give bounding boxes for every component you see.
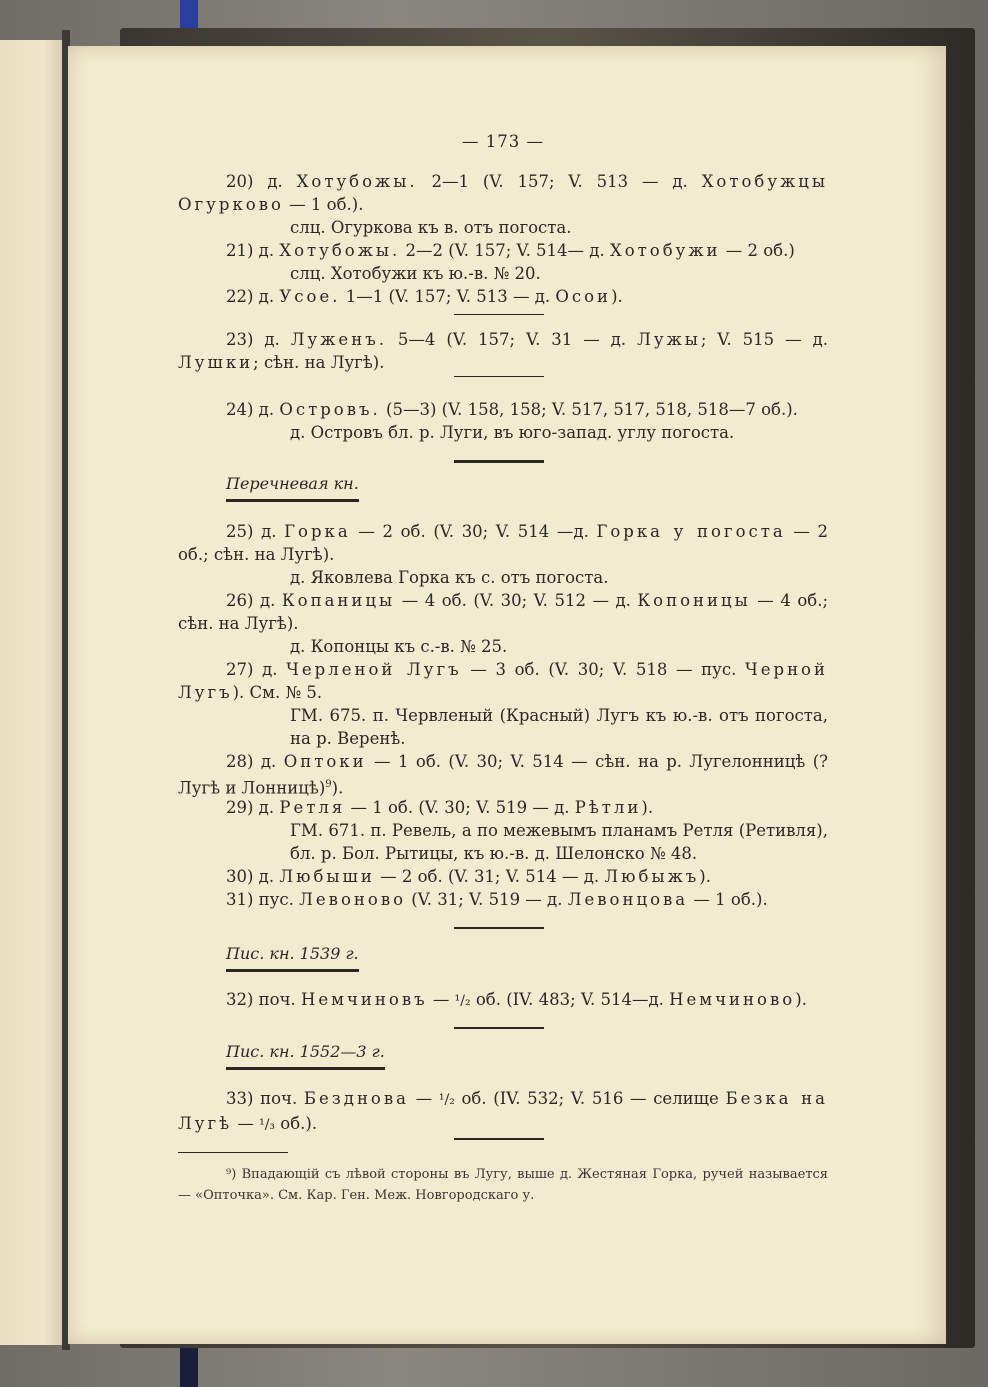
entry-text: — 2 об. (V. 30; V. 514 —д. xyxy=(350,522,597,541)
entry-text: ). xyxy=(641,798,654,817)
entry-variant: Черной Лугъ xyxy=(178,660,828,702)
entry-text: — 2 об.; сѣн. на Лугѣ). xyxy=(178,522,828,564)
entry-text: — 2 об. (V. 31; V. 514 — д. xyxy=(374,867,605,886)
entry-32 xyxy=(178,988,828,1013)
heading-underline xyxy=(226,969,359,972)
entry-variant: Любыжъ xyxy=(604,867,700,886)
entry-name: Горка xyxy=(284,522,351,541)
entry-name: Черленой Лугъ xyxy=(286,660,462,679)
entry-text: (5—3) (V. 158, 158; V. 517, 517, 518, 518—7 об.). xyxy=(380,400,798,419)
entry-text: об. (IV. 532; V. 516 — селище xyxy=(454,1089,726,1108)
entry-text: — 2 об.) xyxy=(720,241,795,260)
section-heading-text: Перечневая кн. xyxy=(226,474,359,493)
entry-text: — 4 об. (V. 30; V. 512 — д. xyxy=(395,591,638,610)
entry-text: ; V. 515 — д. xyxy=(700,330,828,349)
footnote: ⁹) Впадающій съ лѣвой стороны въ Лугу, выше д. Жестяная Горка, ручей называется — «Опточка». См. Кар. Ген. Меж. Новгородскаго у. xyxy=(178,1167,828,1203)
entry-text: — xyxy=(427,990,455,1009)
entry-name: Оптоки xyxy=(283,752,367,771)
entry-number: 32) поч. xyxy=(226,990,296,1009)
entry-text: ). xyxy=(795,990,807,1009)
entry-21 xyxy=(178,239,828,262)
section-heading xyxy=(226,942,359,972)
fraction: ¹/₃ xyxy=(259,1117,276,1133)
entry-text: об.). xyxy=(275,1114,318,1133)
entry-text: — xyxy=(232,1114,260,1133)
entry-text: — 4 об.; сѣн. на Лугѣ). xyxy=(178,591,829,633)
entry-variant: Копоницы xyxy=(637,591,751,610)
page xyxy=(68,46,946,1344)
entry-number: 30) д. xyxy=(226,867,275,886)
separator xyxy=(454,314,544,315)
entry-variant: Левонцова xyxy=(567,890,689,909)
entry-number: 23) д. xyxy=(226,330,280,349)
entry-number: 27) д. xyxy=(226,660,278,679)
footnote-rule xyxy=(178,1152,288,1153)
entry-27 xyxy=(178,658,828,704)
entry-number: 26) д. xyxy=(226,591,276,610)
entry-name: Усое. xyxy=(279,287,341,306)
entry-name: Немчиновъ xyxy=(301,990,428,1009)
fraction: ¹/₂ xyxy=(438,1092,455,1108)
entry-name: Хотубожы. xyxy=(279,241,401,260)
entry-29-note: ГМ. 671. п. Ревель, а по межевымъ планамъ Ретля (Ретивля), бл. р. Бол. Рытицы, къ ю.-в. д. Шелонско № 48. xyxy=(290,821,828,863)
entry-number: 28) д. xyxy=(226,752,277,771)
entry-name: Копаницы xyxy=(281,591,396,610)
entry-variant: Хотобужи xyxy=(609,241,721,260)
book-edge-bottom xyxy=(180,1345,198,1387)
entry-variant: Немчиново xyxy=(669,990,796,1009)
entry-number: 20) д. xyxy=(226,172,283,191)
entry-31 xyxy=(178,888,828,911)
entry-text: — 1 об.). xyxy=(283,195,364,214)
entry-23 xyxy=(178,328,828,374)
entry-name: Островъ. xyxy=(279,400,381,419)
entry-name: Ретля xyxy=(279,798,346,817)
entry-text: 1—1 (V. 157; V. 513 — д. xyxy=(340,287,556,306)
separator xyxy=(454,460,544,463)
entry-28 xyxy=(178,750,828,800)
entry-number: 29) д. xyxy=(226,798,275,817)
entry-21-note: слц. Хотобужи къ ю.-в. № 20. xyxy=(290,264,541,283)
entry-number: 33) поч. xyxy=(226,1089,298,1108)
left-page xyxy=(0,40,64,1345)
entry-name: Безднова xyxy=(303,1089,409,1108)
entry-26 xyxy=(178,589,828,635)
heading-underline xyxy=(226,499,359,502)
heading-underline xyxy=(226,1067,385,1070)
entry-24-note: д. Островъ бл. р. Луги, въ юго-запад. углу погоста. xyxy=(290,423,735,442)
entry-number: 24) д. xyxy=(226,400,275,419)
entry-variant: Безка на Лугѣ xyxy=(178,1089,829,1133)
entry-30 xyxy=(178,865,828,888)
entry-text: ). См. № 5. xyxy=(232,683,323,702)
entry-24 xyxy=(178,398,828,421)
entry-variant: Горка у погоста xyxy=(596,522,786,541)
entry-variant: Хотобужцы Огурково xyxy=(178,172,828,214)
entry-text: ). xyxy=(611,287,623,306)
entry-27-note: ГМ. 675. п. Червленый (Красный) Лугъ къ ю.-в. отъ погоста, на р. Веренѣ. xyxy=(290,706,828,748)
entry-29 xyxy=(178,796,828,819)
separator xyxy=(454,1027,544,1029)
entry-33 xyxy=(178,1087,828,1137)
entry-text: — xyxy=(409,1089,439,1108)
page-number: — 173 — xyxy=(462,132,544,151)
entry-variant: Лушки xyxy=(178,353,254,372)
entry-22 xyxy=(178,285,828,308)
entry-text: 5—4 (V. 157; V. 31 — д. xyxy=(386,330,638,349)
entry-text: 2—1 (V. 157; V. 513 — д. xyxy=(417,172,702,191)
entry-text: ). xyxy=(331,778,344,798)
entry-text: (V. 31; V. 519 — д. xyxy=(406,890,568,909)
entry-text: — 3 об. (V. 30; V. 518 — пус. xyxy=(461,660,745,679)
entry-number: 22) д. xyxy=(226,287,275,306)
separator xyxy=(454,1138,544,1140)
entry-variant: Лужы xyxy=(637,330,701,349)
entry-variant: Рѣтли xyxy=(574,798,642,817)
entry-25-note: д. Яковлева Горка къ с. отъ погоста. xyxy=(290,568,609,587)
entry-text: 2—2 (V. 157; V. 514— д. xyxy=(400,241,610,260)
entry-name: Любыши xyxy=(279,867,375,886)
entry-text: — 1 об.). xyxy=(688,890,768,909)
entry-text: ). xyxy=(699,867,711,886)
separator xyxy=(454,376,544,377)
entry-text: — 1 об. (V. 30; V. 514 — сѣн. на р. Лугелонницѣ (? Лугѣ и Лонницѣ) xyxy=(178,752,828,798)
section-heading-text: Пис. кн. 1552—3 г. xyxy=(226,1042,385,1061)
entry-variant: Осои xyxy=(555,287,612,306)
entry-name: Левоново xyxy=(299,890,407,909)
footnote-ref: 9 xyxy=(325,779,332,790)
entry-26-note: д. Копонцы къ с.-в. № 25. xyxy=(290,637,508,656)
section-heading-text: Пис. кн. 1539 г. xyxy=(226,944,359,963)
entry-20 xyxy=(178,170,828,216)
entry-25 xyxy=(178,520,828,566)
entry-number: 25) д. xyxy=(226,522,277,541)
entry-number: 21) д. xyxy=(226,241,275,260)
entry-name: Хотубожы. xyxy=(296,172,418,191)
fraction: ¹/₂ xyxy=(454,993,471,1009)
section-heading xyxy=(226,1040,385,1070)
separator xyxy=(454,927,544,929)
entry-text: ; сѣн. на Лугѣ). xyxy=(253,353,385,372)
section-heading xyxy=(226,472,359,502)
entry-text: — 1 об. (V. 30; V. 519 — д. xyxy=(345,798,575,817)
entry-number: 31) пус. xyxy=(226,890,294,909)
entry-text: об. (IV. 483; V. 514—д. xyxy=(470,990,670,1009)
entry-name: Луженъ. xyxy=(290,330,387,349)
entry-20-note: слц. Огуркова къ в. отъ погоста. xyxy=(290,218,572,237)
